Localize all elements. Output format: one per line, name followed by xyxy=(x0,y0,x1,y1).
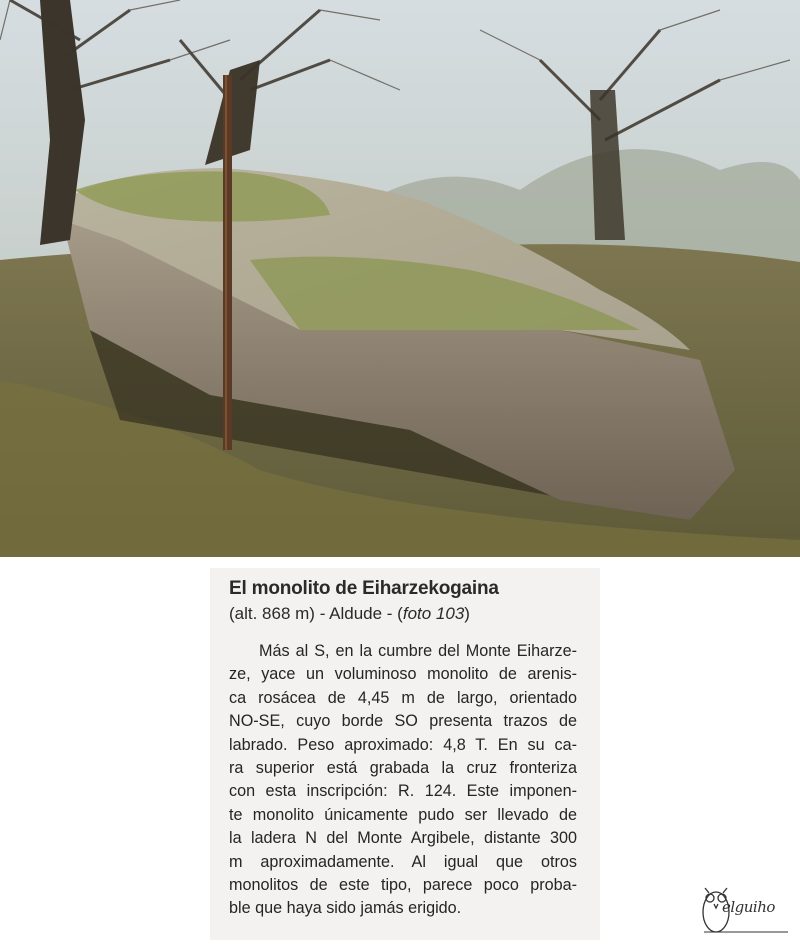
body-line: NO-SE, cuyo borde SO presenta trazos de xyxy=(229,712,577,731)
subtitle-suffix: ) xyxy=(464,604,470,623)
body-line: monolitos de este tipo, parece poco proba- xyxy=(229,875,577,894)
photo-reference: foto 103 xyxy=(402,604,465,623)
watermark-text: elguiho xyxy=(722,898,775,916)
body-line: con esta inscripción: R. 124. Este imponen- xyxy=(229,782,577,801)
subtitle-prefix: (alt. 868 m) - Aldude - ( xyxy=(229,604,403,623)
body-line: ble que haya sido jamás erigido. xyxy=(229,899,462,918)
body-line: ze, yace un voluminoso monolito de arenis- xyxy=(229,665,577,684)
body-line: te monolito únicamente pudo ser llevado de xyxy=(229,805,577,824)
caption-subtitle xyxy=(229,604,470,624)
body-line: m aproximadamente. Al igual que otros xyxy=(229,852,577,871)
body-line: labrado. Peso aproximado: 4,8 T. En su ca- xyxy=(229,735,577,754)
caption-body xyxy=(229,640,577,921)
body-line: Más al S, en la cumbre del Monte Eiharze- xyxy=(259,642,577,660)
caption-title: El monolito de Eiharzekogaina xyxy=(229,578,499,599)
body-line: la ladera N del Monte Argibele, distante 300 xyxy=(229,829,577,848)
body-line: ca rosácea de 4,45 m de largo, orientado xyxy=(229,688,577,707)
body-line: ra superior está grabada la cruz fronteriza xyxy=(229,758,577,777)
